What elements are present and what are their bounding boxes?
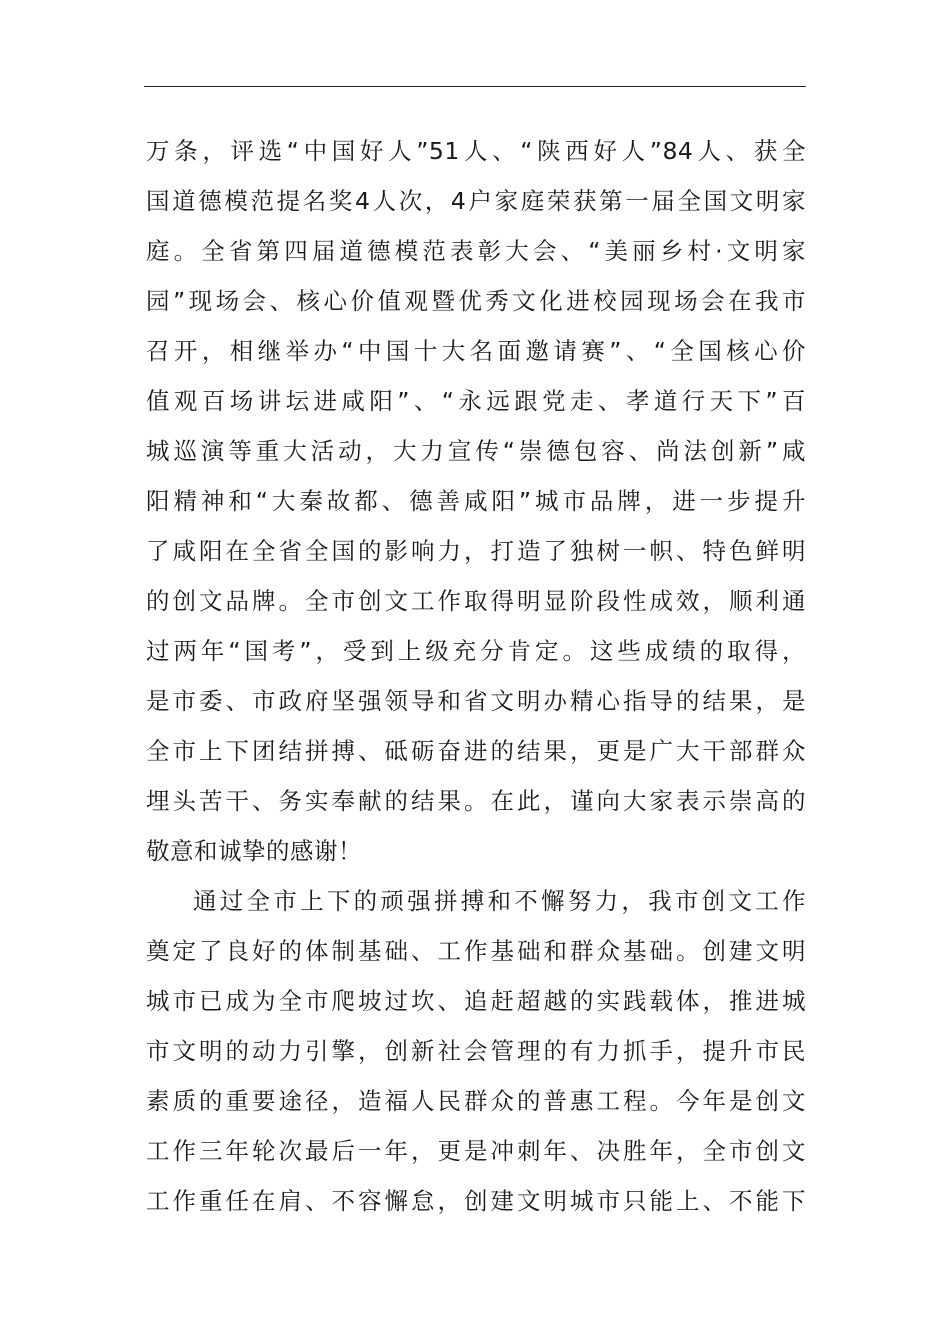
text-line: 城巡演等重大活动，大力宣传“崇德包容、尚法创新”咸 [146, 437, 806, 465]
text-line: 值观百场讲坛进咸阳”、“永远跟党走、孝道行天下”百 [146, 387, 806, 415]
paragraph-end-line: 敬意和诚挚的感谢！ [146, 837, 362, 865]
text-line: 素质的重要途径，造福人民群众的普惠工程。今年是创文 [146, 1087, 806, 1115]
text-line: 国道德模范提名奖4人次，4户家庭荣获第一届全国文明家 [146, 187, 806, 215]
text-line: 市文明的动力引擎，创新社会管理的有力抓手，提升市民 [146, 1037, 806, 1065]
text-line: 了咸阳在全省全国的影响力，打造了独树一帜、特色鲜明 [146, 537, 806, 565]
text-line: 召开，相继举办“中国十大名面邀请赛”、“全国核心价 [146, 337, 806, 365]
document-body [146, 126, 806, 1226]
text-line: 园”现场会、核心价值观暨优秀文化进校园现场会在我市 [146, 287, 806, 315]
text-line: 的创文品牌。全市创文工作取得明显阶段性成效，顺利通 [146, 587, 806, 615]
paragraph-first-line: 通过全市上下的顽强拼搏和不懈努力，我市创文工作 [193, 887, 806, 915]
text-line: 是市委、市政府坚强领导和省文明办精心指导的结果，是 [146, 687, 806, 715]
text-line: 万条，评选“中国好人”51人、“陕西好人”84人、获全 [146, 137, 806, 165]
text-line: 工作三年轮次最后一年，更是冲刺年、决胜年，全市创文 [146, 1137, 806, 1165]
text-line: 工作重任在肩、不容懈怠，创建文明城市只能上、不能下 [146, 1187, 806, 1215]
text-line: 埋头苦干、务实奉献的结果。在此，谨向大家表示崇高的 [146, 787, 806, 815]
text-line: 全市上下团结拼搏、砥砺奋进的结果，更是广大干部群众 [146, 737, 806, 765]
text-line: 过两年“国考”，受到上级充分肯定。这些成绩的取得， [146, 637, 806, 665]
text-line: 阳精神和“大秦故都、德善咸阳”城市品牌，进一步提升 [146, 487, 806, 515]
text-line: 城市已成为全市爬坡过坎、追赶超越的实践载体，推进城 [146, 987, 806, 1015]
header-rule [144, 86, 806, 87]
text-line: 庭。全省第四届道德模范表彰大会、“美丽乡村·文明家 [146, 237, 806, 265]
text-line: 奠定了良好的体制基础、工作基础和群众基础。创建文明 [146, 937, 806, 965]
